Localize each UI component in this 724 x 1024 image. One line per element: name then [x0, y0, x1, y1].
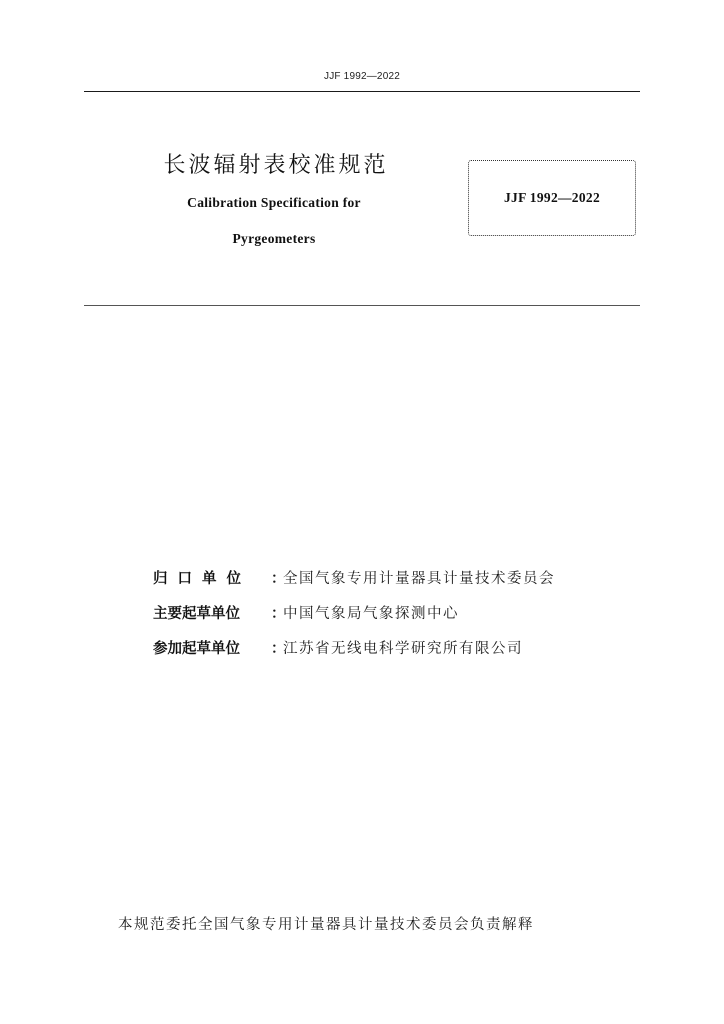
org-row-participating-drafter [153, 638, 523, 660]
org-colon: ： [271, 571, 286, 587]
org-colon: ： [271, 606, 286, 622]
title-chinese: 长波辐射表校准规范 [163, 153, 389, 178]
org-row-responsible [153, 568, 555, 590]
standard-code-box-text: JJF 1992—2022 [503, 190, 601, 205]
title-english-line2: Pyrgeometers [232, 231, 316, 246]
org-value-participating-drafter: 江苏省无线电科学研究所有限公司 [283, 641, 523, 657]
org-value-responsible: 全国气象专用计量器具计量技术委员会 [283, 571, 555, 587]
org-value-main-drafter: 中国气象局气象探测中心 [283, 606, 459, 622]
standard-code-box [468, 160, 636, 236]
header-divider [84, 91, 640, 92]
org-label-responsible: 归口单位 [153, 571, 251, 587]
header-standard-code: JJF 1992—2022 [324, 71, 400, 82]
org-label-main-drafter: 主要起草单位 [153, 606, 240, 622]
title-english-line1: Calibration Specification for [187, 195, 361, 210]
org-row-main-drafter [153, 603, 459, 625]
org-label-participating-drafter: 参加起草单位 [153, 641, 240, 657]
title-divider [84, 305, 640, 306]
interpretation-note: 本规范委托全国气象专用计量器具计量技术委员会负责解释 [118, 917, 534, 933]
org-colon: ： [271, 641, 286, 657]
